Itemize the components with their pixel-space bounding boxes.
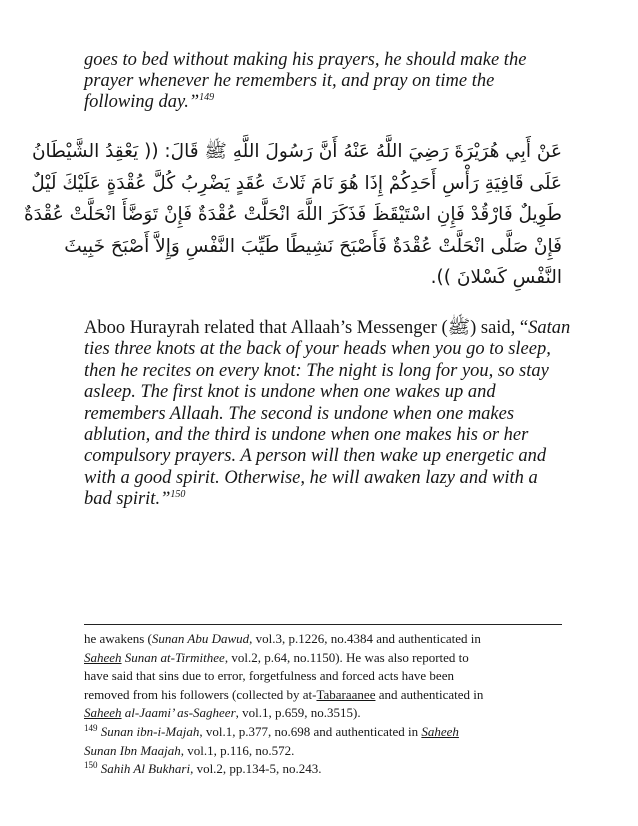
text-span: Sunan Abu Dawud (151, 631, 250, 646)
footnote-line (84, 649, 562, 668)
footnote-149 (84, 723, 562, 742)
text-line (84, 92, 562, 113)
text-span: bad spirit.” (84, 489, 171, 510)
text-line: ties three knots at the back of your heads when you go to sleep, (84, 339, 551, 360)
text-line: with a good spirit. Otherwise, he will awaken lazy and with a (84, 467, 538, 488)
text-span: , vol.1, p.116, no.572. (180, 742, 295, 758)
text-span: Saheeh (421, 723, 459, 739)
arabic-line: النَّفْسِ كَسْلانَ )). (430, 267, 562, 288)
text-span: , vol.1, p.377, no.698 and authenticated in (199, 723, 422, 739)
text-span: Saheeh (84, 649, 122, 665)
text-span: al-Jaami’ as-Sagheer (121, 705, 236, 721)
continued-paragraph (84, 50, 562, 113)
text-line: compulsory prayers. A person will then wake up energetic and (84, 446, 547, 467)
text-line: asleep. The first knot is undone when one wakes up and (84, 382, 496, 403)
text-span: he awakens ( (84, 631, 152, 646)
arabic-line: فَإِنْ صَلَّى انْحَلَّتْ عُقْدَةٌ فَأَصْبَحَ نَشِيطًا طَيِّبَ النَّفْسِ وَإِلاَّ أَصْبَحَ خَبِيثَ (64, 235, 562, 257)
text-span: Sunan Ibn Maajah (84, 742, 181, 758)
footnote-divider (84, 624, 562, 625)
text-span: Saheeh (84, 705, 122, 721)
text-span: Sahih Al Bukhari (100, 761, 191, 777)
translation-paragraph (84, 318, 571, 511)
text-line: then he recites on every knot: The night is long for you, so stay (84, 360, 549, 381)
text-span: , vol.1, p.659, no.3515). (235, 705, 361, 721)
arabic-line: عَنْ أَبِي هُرَيْرَةَ رَضِيَ اللَّهُ عَنْهُ أَنَّ رَسُولَ اللَّهِ ﷺ قَالَ: (( يَعْقِدُ الشَّيْطَانُ (31, 141, 562, 162)
footnotes (84, 630, 562, 779)
text-span: following day.” (84, 92, 200, 112)
arabic-line: طَوِيلٌ فَارْقُدْ فَإِنِ اسْتَيْقَظَ فَذَكَرَ اللَّهَ انْحَلَّتْ عُقْدَةٌ فَإِنْ تَوَضَّأَ انْحَلَّتْ عُقْدَةٌ (23, 204, 562, 225)
text-line: goes to bed without making his prayers, he should make the (84, 50, 527, 70)
text-span: , vol.2, p.64, no.1150). He was also reported to (224, 649, 469, 665)
footnote-number: 150 (84, 760, 98, 771)
text-span: removed from his followers (collected by at- (84, 686, 317, 702)
text-span: , vol.2, pp.134-5, no.243. (190, 761, 322, 777)
footnote-line (84, 704, 562, 723)
text-line: prayer whenever he remembers it, and pray on time the (84, 71, 495, 91)
text-span: Sunan at-Tirmithee (121, 649, 225, 665)
text-line: ablution, and the third is undone when one makes his or her (84, 425, 529, 446)
arabic-line: عَلَى قَافِيَةِ رَأْسِ أَحَدِكُمْ إِذَا هُوَ نَامَ ثَلاثَ عُقَدٍ يَضْرِبُ كُلَّ عُقْدَةٍ عَلَيْكَ لَيْلٌ (31, 172, 562, 194)
footnote-marker: 150 (170, 489, 186, 501)
text-line (84, 318, 571, 339)
footnote-line (84, 630, 562, 649)
footnote-number: 149 (84, 722, 98, 733)
text-span: , vol.3, p.1226, no.4384 and authenticated in (249, 631, 481, 646)
footnote-150 (84, 760, 562, 779)
text-span: Aboo Hurayrah related that Allaah’s Messenger (ﷺ) said, “ (84, 318, 529, 338)
footnote-line: have said that sins due to error, forgetfulness and forced acts have been (84, 668, 454, 684)
text-line (84, 489, 562, 510)
footnote-line (84, 742, 562, 761)
arabic-hadith (23, 136, 562, 294)
text-span: and authenticated in (375, 686, 484, 702)
text-line: remembers Allaah. The second is undone when one makes (84, 403, 515, 424)
footnote-marker: 149 (199, 92, 215, 103)
text-span: Satan (528, 318, 571, 338)
text-span: Sunan ibn-i-Majah (100, 723, 200, 739)
text-span: Tabaraanee (316, 686, 376, 702)
footnote-line (84, 686, 562, 705)
